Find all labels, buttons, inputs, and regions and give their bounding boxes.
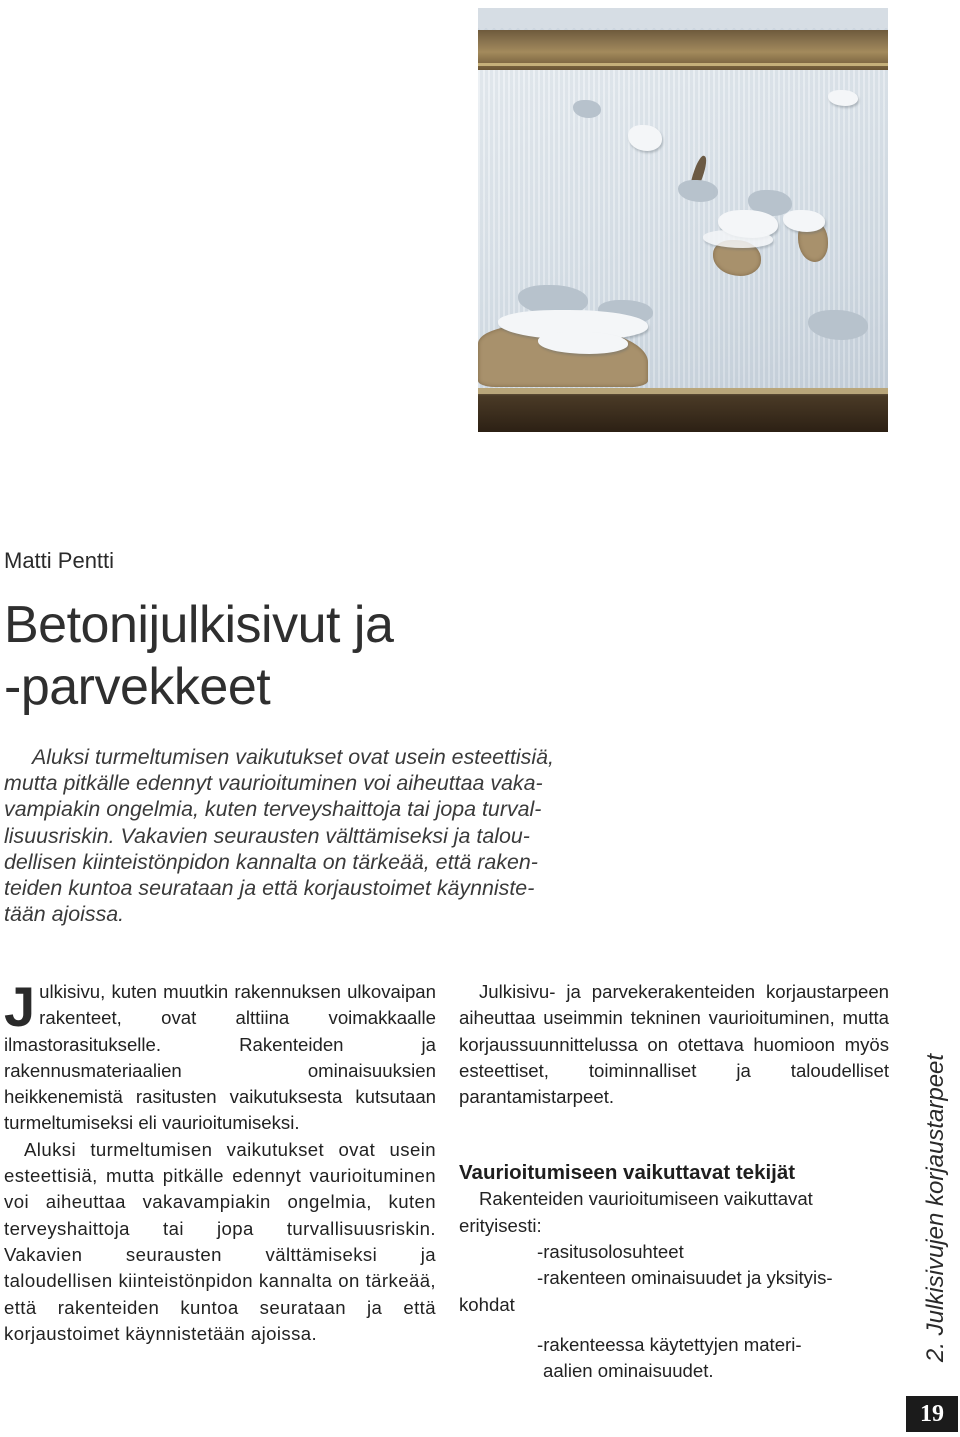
article-title	[4, 594, 564, 718]
body-paragraph-text: ulkisivu, kuten muutkin rakennuksen ulkovaipan rakenteet, ovat alttiina voimakkaalle ilmastorasitukselle. Rakenteiden ja rakennusmateriaalien ominaisuuksien heikkenemistä rasitusten vaikutuksesta kutsutaan turmeltumiseksi eli vaurioitumiseksi.	[4, 981, 436, 1134]
factor-list-item	[459, 1265, 889, 1318]
paint-flake	[703, 230, 773, 248]
paint-flake	[783, 210, 825, 232]
facade-photo	[478, 8, 888, 432]
lead-line: vampiakin ongelmia, kuten terveyshaittoja tai jopa turval-	[4, 797, 542, 822]
factor-list-item	[459, 1332, 889, 1385]
body-paragraph: Julkisivu- ja parvekerakenteiden korjaustarpeen aiheuttaa useimmin tekninen vaurioituminen, mutta korjaussuunnittelussa on otettava huomioon myös esteettiset, toiminnalliset ja taloudelliset parantamistarpeet.	[459, 981, 889, 1108]
lead-line: lisuusriskin. Vakavien seurausten välttämiseksi ja talou-	[4, 823, 530, 848]
body-paragraph: Aluksi turmeltumisen vaikutukset ovat usein esteettisiä, mutta pitkälle edennyt vaurioituminen voi aiheuttaa vakavampiakin ongelmia, kuten terveyshaittoja tai jopa turvallisuusriskin. Vakavien seurausten välttämiseksi ja taloudellisen kiinteistönpidon kannalta on tärkeää, että rakenteiden kuntoa seurataan ja että korjaustoimet käynnistetään ajoissa.	[4, 1138, 436, 1344]
drop-cap: J	[4, 975, 36, 1038]
paint-flake	[828, 90, 858, 106]
author-name: Matti Pentti	[4, 548, 115, 573]
lead-line: dellisen kiinteistönpidon kannalta on tärkeää, että raken-	[4, 849, 538, 874]
paint-flake	[808, 310, 868, 340]
paint-flake	[573, 100, 601, 118]
body-column-right	[459, 979, 889, 1385]
window-frame-top	[478, 30, 888, 70]
lace-curtain-edge	[478, 8, 888, 31]
chapter-side-label: 2. Julkisivujen korjaustarpeet	[922, 1053, 949, 1363]
title-line-1: Betonijulkisivut ja	[4, 596, 394, 654]
page-number: 19	[906, 1396, 958, 1432]
section-intro: Rakenteiden vaurioitumiseen vaikuttavat erityisesti:	[459, 1188, 813, 1236]
factor-list-item: -rasitusolosuhteet	[537, 1241, 684, 1263]
body-paragraph	[4, 975, 436, 1137]
factor-list-item-line: -rakenteen ominaisuudet ja yksityis-	[537, 1267, 833, 1289]
lead-line: Aluksi turmeltumisen vaikutukset ovat usein esteettisiä,	[32, 745, 554, 769]
paint-flake	[678, 180, 718, 202]
paint-flake	[628, 125, 662, 151]
section-heading: Vaurioitumiseen vaikuttavat tekijät	[459, 1161, 796, 1185]
factor-list-item-line: kohdat	[459, 1293, 515, 1315]
title-line-2: -parvekkeet	[4, 658, 271, 716]
factor-list-item-line: aalien ominaisuudet.	[543, 1360, 714, 1382]
lead-line: mutta pitkälle edennyt vaurioituminen voi aiheuttaa vaka-	[4, 771, 543, 796]
factor-list-item-line: -rakenteessa käytettyjen materi-	[537, 1333, 802, 1355]
body-column-left	[4, 975, 436, 1347]
lead-paragraph	[4, 744, 684, 927]
peeling-paint-wall	[478, 70, 888, 388]
lead-line: teiden kuntoa seurataan ja että korjaustoimet käynniste-	[4, 876, 535, 901]
window-frame-bottom	[478, 388, 888, 432]
lead-line: tään ajoissa.	[4, 902, 125, 927]
